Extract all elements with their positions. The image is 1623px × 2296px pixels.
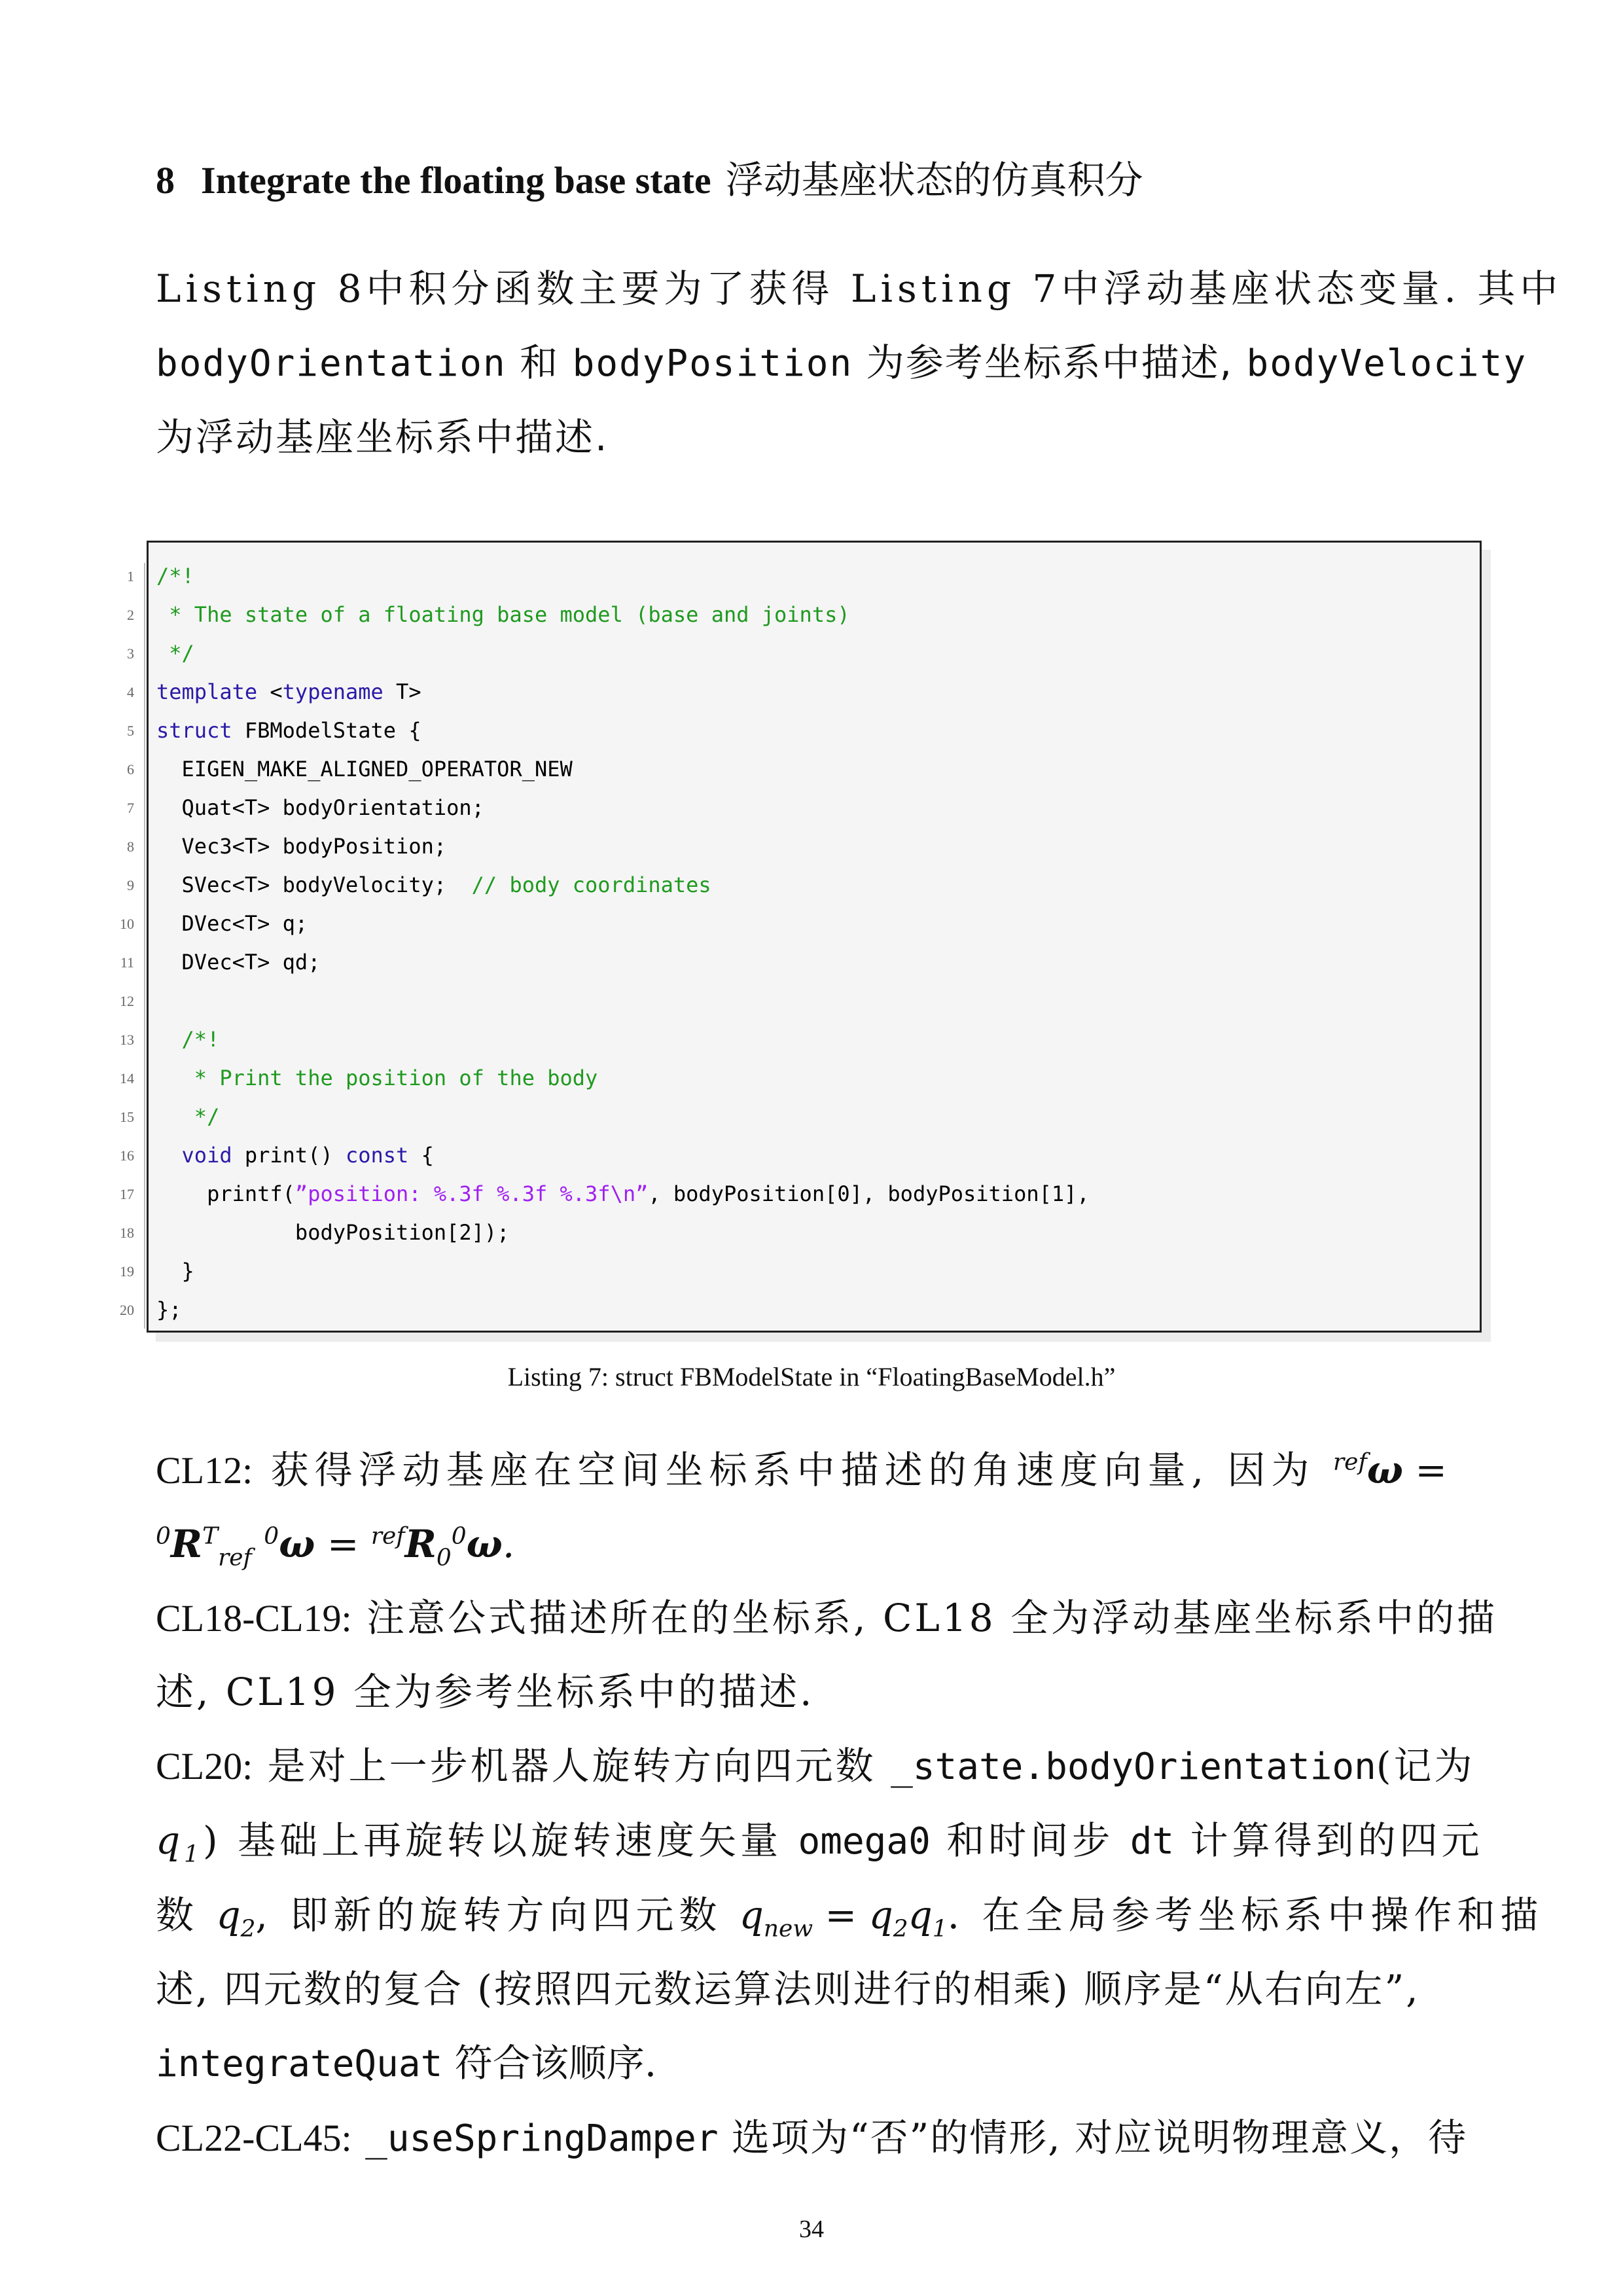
page-number: 34 (799, 2215, 824, 2243)
code-line: 8 Vec3<T> bodyPosition; (127, 834, 447, 859)
code-listing (120, 541, 1482, 1333)
intro-line-2: bodyOrientation 和 bodyPosition 为参考坐标系中描述, bodyVelocity (156, 340, 1527, 385)
code-dt: dt (1130, 1820, 1175, 1863)
intro-paragraph (156, 252, 1563, 475)
note-cl20-line3: 数 $q_2$, 即新的旋转方向四元数 $q_{new} = q_2q_1$. 在全局参考坐标系中操作和描 (156, 1893, 1544, 1943)
code-line: 9 SVec<T> bodyVelocity; // body coordinates (127, 872, 711, 897)
note-cl22-45: CL22-CL45: _useSpringDamper 选项为“否”的情形, 对应说明物理意义，待 (156, 2115, 1468, 2160)
code-line: 7 Quat<T> bodyOrientation; (127, 795, 484, 820)
code-line: 5 struct FBModelState { (127, 718, 421, 743)
code-line: 15 */ (120, 1104, 220, 1129)
code-line: 4 template <typename T> (127, 679, 421, 704)
code-line: 18 bodyPosition[2]); (120, 1220, 510, 1245)
code-line: 20 }; (120, 1297, 182, 1322)
code-integrateQuat: integrateQuat (156, 2043, 443, 2085)
code-line: 17 printf(”position: %.3f %.3f %.3f\n”, bodyPosition[0], bodyPosition[1], (120, 1181, 1090, 1206)
note-cl20-line5: integrateQuat 符合该顺序. (156, 2041, 657, 2085)
section-title-en: Integrate the floating base state (201, 159, 711, 202)
code-useSpringDamper: _useSpringDamper (365, 2117, 719, 2160)
code-line: 3 */ (127, 641, 194, 666)
note-cl12: CL12: 获得浮动基座在空间坐标系中描述的角速度向量, 因为 $^{ref}$ω = (156, 1448, 1448, 1492)
line-number-gutter (144, 563, 145, 1329)
code-line: 11 DVec<T> qd; (120, 950, 321, 975)
intro-line-3: 为浮动基座坐标系中描述. (156, 415, 609, 459)
code-line: 13 /*! (120, 1027, 220, 1052)
code-bodyOrientation: bodyOrientation (156, 342, 507, 385)
code-line: 12 (120, 993, 134, 1009)
code-line: 10 DVec<T> q; (120, 911, 308, 936)
code-state-bodyOrientation: _state.bodyOrientation (891, 1746, 1376, 1788)
note-cl18-19-cont: 述, CL19 全为参考坐标系中的描述. (156, 1670, 815, 1714)
code-bodyVelocity: bodyVelocity (1246, 342, 1527, 385)
code-omega0: omega0 (798, 1820, 931, 1863)
section-heading (156, 149, 1143, 204)
section-number: 8 (156, 159, 175, 202)
code-line: 19 } (120, 1259, 194, 1283)
code-line: 6 EIGEN_MAKE_ALIGNED_OPERATOR_NEW (127, 757, 573, 781)
note-cl20-line4: 述, 四元数的复合 (按照四元数运算法则进行的相乘) 顺序是“从右向左”, (156, 1967, 1420, 2011)
code-line: 2 * The state of a floating base model (base and joints) (127, 602, 850, 627)
section-title-zh: 浮动基座状态的仿真积分 (725, 158, 1143, 202)
note-cl20-line2: $q_1$) 基础上再旋转以旋转速度矢量 omega0 和时间步 dt 计算得到的四元 (156, 1818, 1484, 1868)
code-bodyPosition: bodyPosition (572, 342, 853, 385)
code-line: 16 void print() const { (120, 1143, 434, 1168)
intro-line-1: Listing 8中积分函数主要为了获得 Listing 7中浮动基座状态变量. 其中 (156, 266, 1563, 311)
note-cl20: CL20: 是对上一步机器人旋转方向四元数 _state.bodyOrientation(记为 (156, 1744, 1475, 1788)
note-cl18-19: CL18-CL19: 注意公式描述所在的坐标系, CL18 全为浮动基座坐标系中的描 (156, 1596, 1498, 1640)
code-line: 14 * Print the position of the body (120, 1066, 598, 1090)
notes-block (156, 1433, 1544, 2176)
code-line: 1 /*! (127, 564, 194, 588)
listing-caption: Listing 7: struct FBModelState in “FloatingBaseModel.h” (507, 1362, 1116, 1391)
note-cl12-formula: $^0R^T_{ref}$ $^0\omega = ^{ref}R_0^0\omega$. (156, 1522, 515, 1571)
